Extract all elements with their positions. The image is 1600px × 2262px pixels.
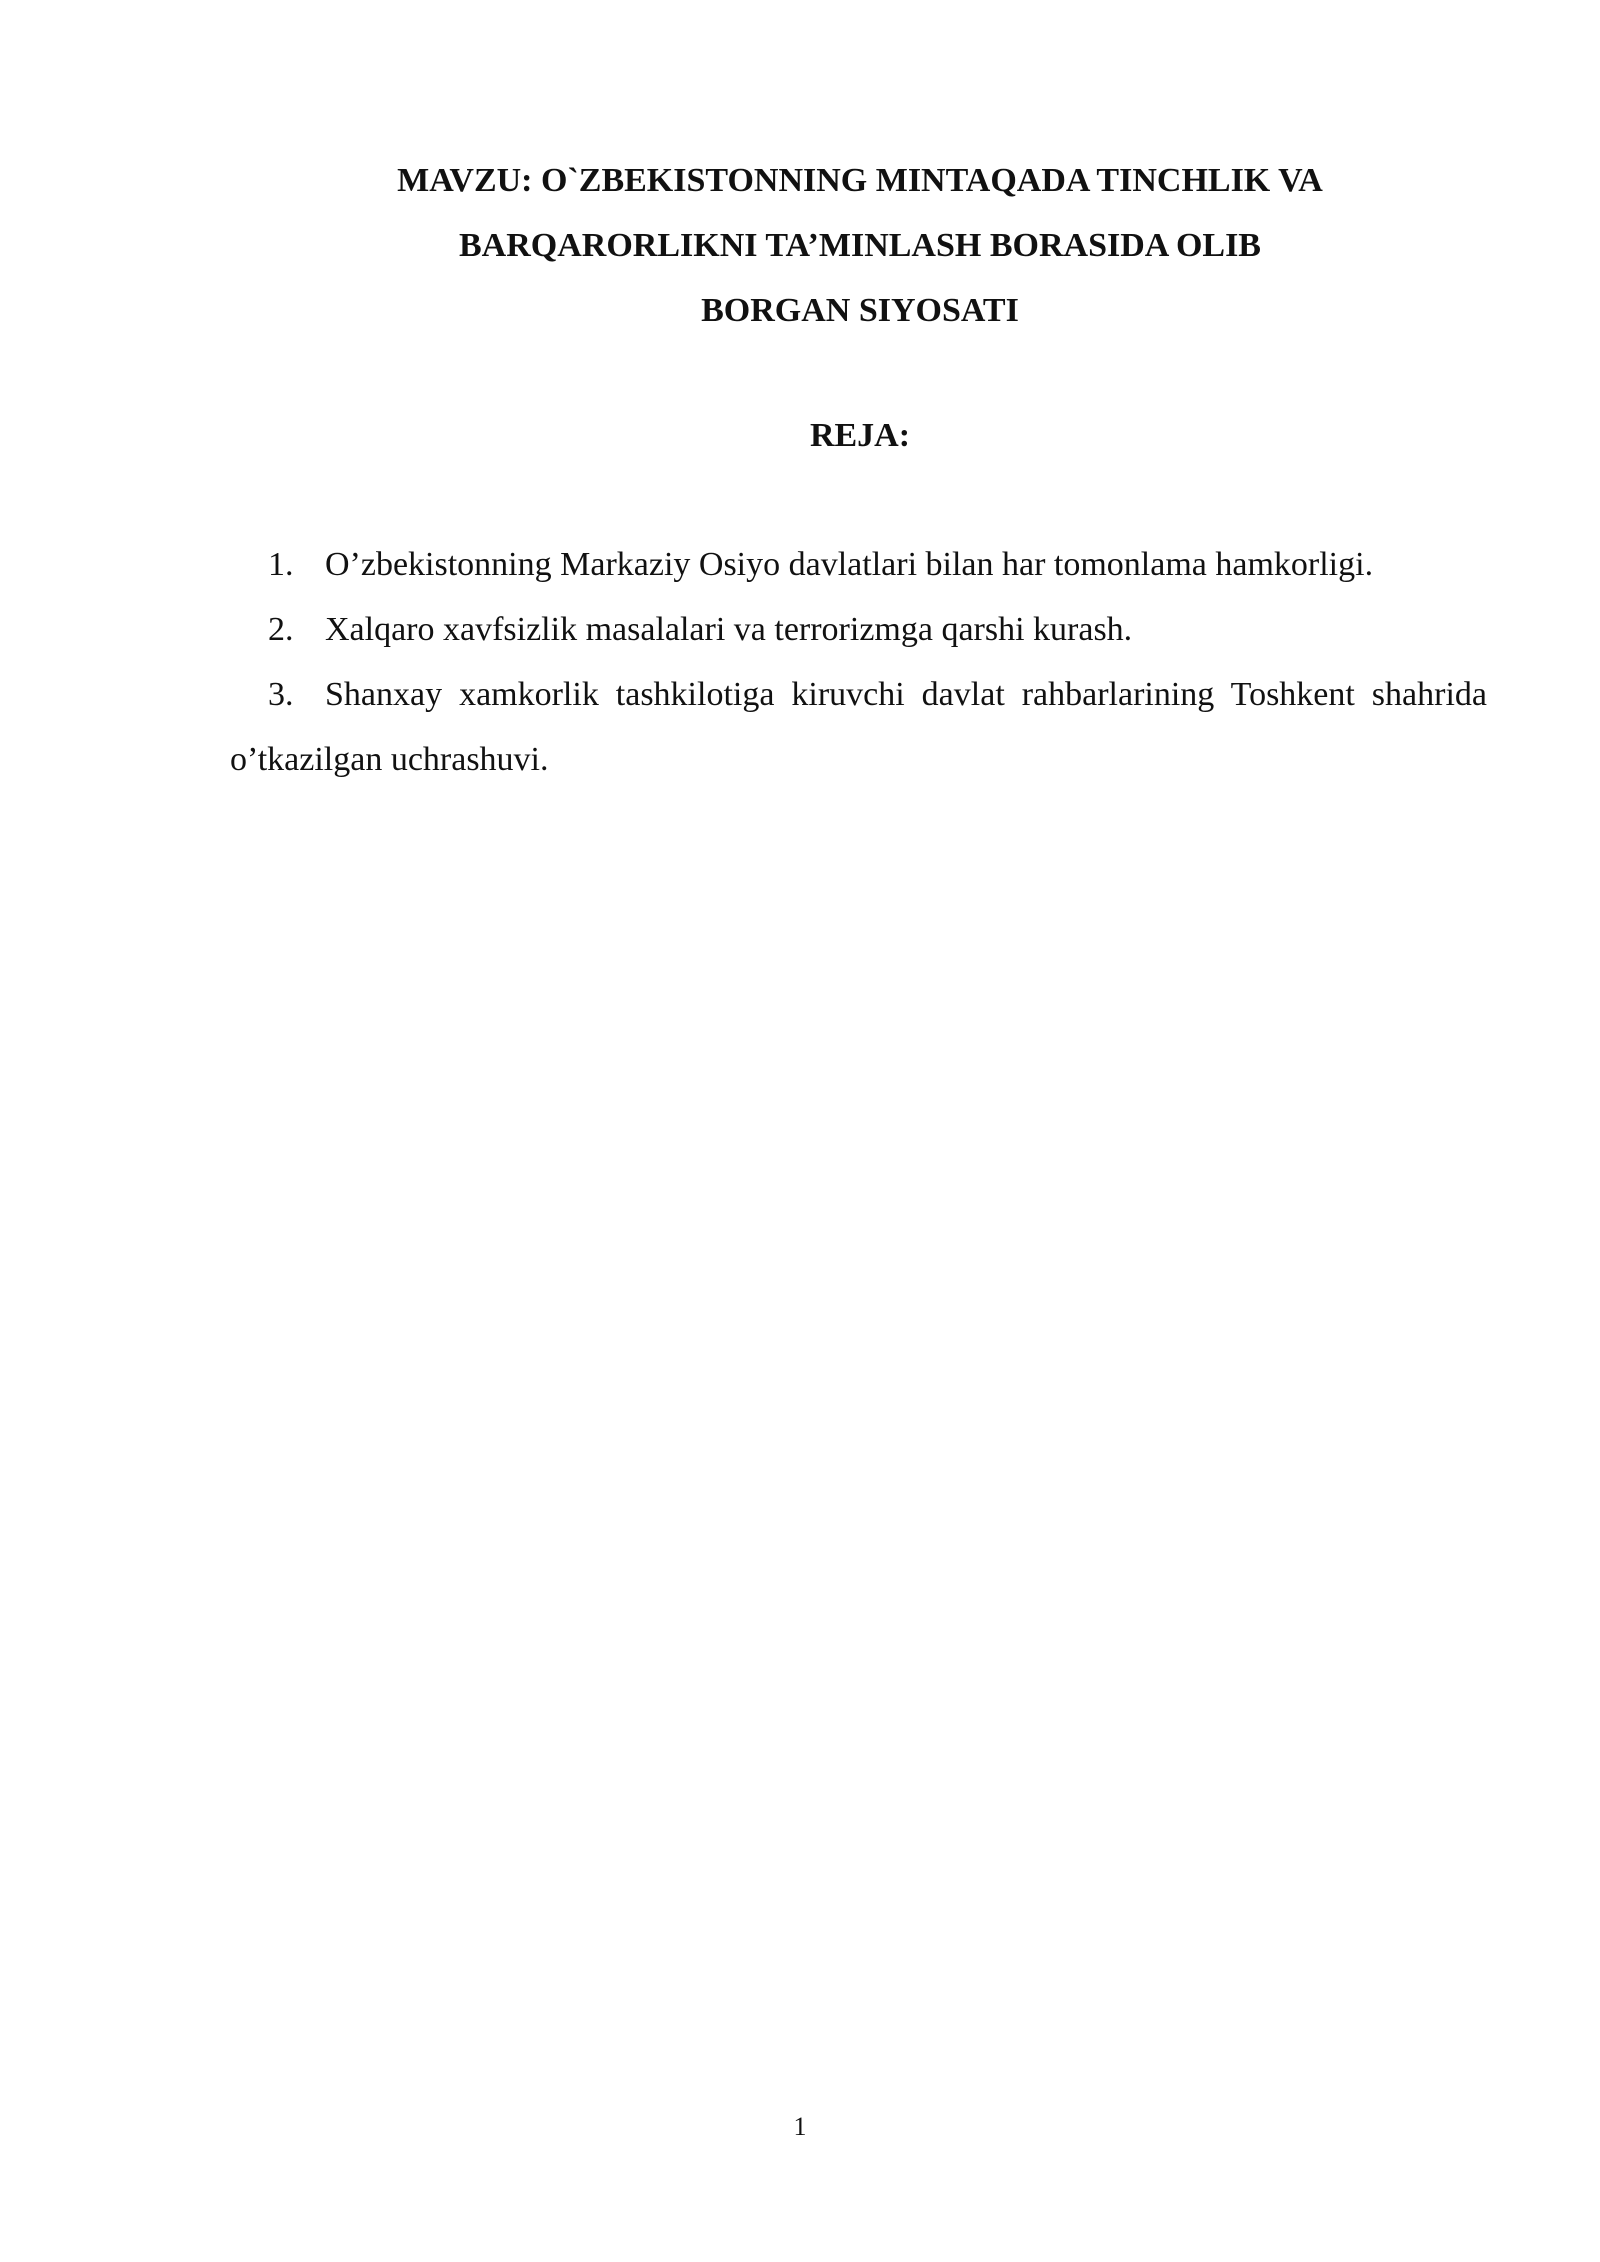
page-number: 1 bbox=[793, 2112, 807, 2141]
plan-item-2 bbox=[230, 597, 1487, 662]
title-line-3: BORGAN SIYOSATI bbox=[701, 292, 1019, 329]
title-line-2: BARQARORLIKNI TA’MINLASH BORASIDA OLIB bbox=[459, 227, 1261, 264]
plan-item-number: 1. bbox=[268, 546, 294, 583]
plan-list bbox=[230, 532, 1487, 792]
document-title bbox=[230, 148, 1490, 343]
plan-item-number: 3. bbox=[268, 676, 294, 713]
plan-item-text: Xalqaro xavfsizlik masalalari va terrorizmga qarshi kurash. bbox=[325, 611, 1133, 648]
title-line-1: MAVZU: O`ZBEKISTONNING MINTAQADA TINCHLIK VA bbox=[397, 162, 1323, 199]
plan-item-text: Shanxay xamkorlik tashkilotiga kiruvchi davlat rahbarlarining Toshkent shahrida o’tkazilgan uchrashuvi. bbox=[230, 676, 1487, 778]
plan-item-text: O’zbekistonning Markaziy Osiyo davlatlari bilan har tomonlama hamkorligi. bbox=[325, 546, 1374, 583]
plan-item-3 bbox=[230, 662, 1487, 792]
plan-item-1 bbox=[230, 532, 1487, 597]
plan-heading: REJA: bbox=[809, 417, 911, 454]
plan-item-number: 2. bbox=[268, 611, 294, 648]
